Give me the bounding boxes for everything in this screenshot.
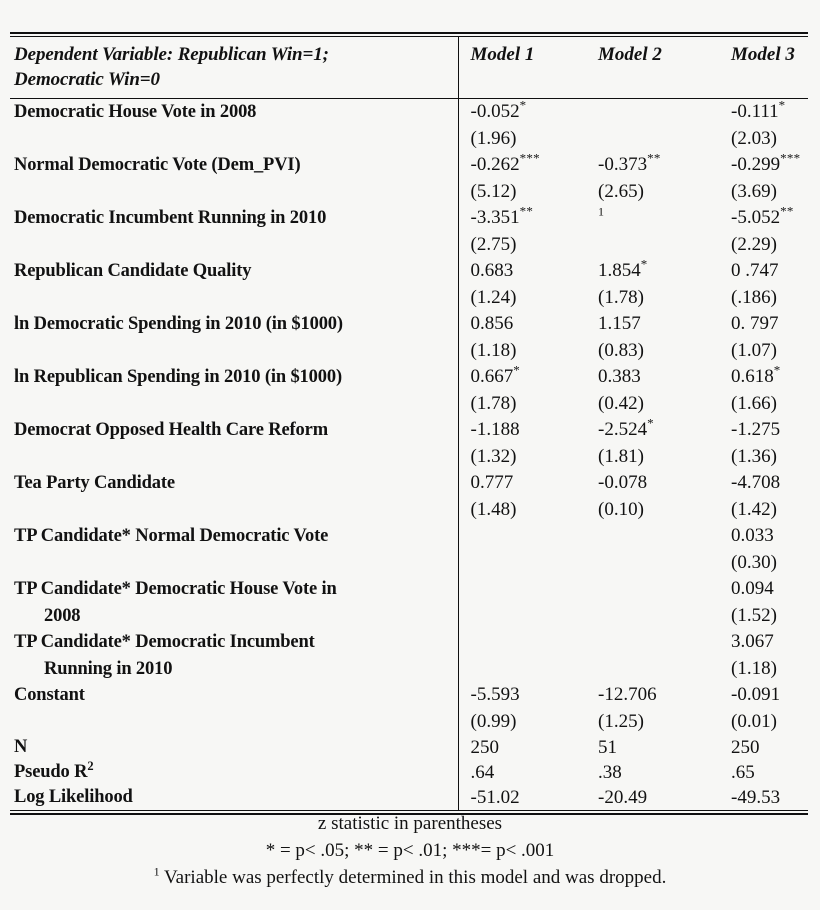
stat-cell-model-2: -20.49	[598, 787, 648, 808]
cell-model-2	[586, 629, 719, 682]
cell-model-3	[719, 523, 808, 576]
standard-error-value: (3.69)	[731, 180, 777, 202]
cell-model-1	[458, 417, 586, 470]
variable-label-line1: Republican Candidate Quality	[14, 261, 252, 281]
cell-model-2	[586, 99, 719, 152]
stat-label: Log Likelihood	[14, 787, 133, 807]
cell-model-3	[719, 99, 808, 152]
standard-error-value: (1.24)	[470, 286, 517, 308]
standard-error-value	[598, 523, 719, 550]
table-row	[10, 470, 808, 523]
cell-model-2	[586, 205, 719, 258]
coefficient-value: 0.683	[470, 260, 514, 281]
table-row	[10, 682, 808, 735]
standard-error-value: (2.65)	[598, 180, 644, 202]
standard-error-value: (1.96)	[470, 127, 517, 149]
significance-stars: *	[647, 415, 654, 431]
column-header-model-2: Model 2	[598, 44, 662, 65]
coefficient-value: -0.078	[598, 472, 648, 493]
column-header-model-1: Model 1	[458, 37, 586, 98]
coefficient-value: -0.299	[731, 154, 781, 175]
stat-label: N	[14, 737, 28, 757]
cell-model-3	[719, 364, 808, 417]
table-body	[10, 99, 809, 810]
standard-error-value: (1.78)	[598, 286, 644, 308]
regression-table	[10, 32, 808, 815]
stat-label: Pseudo $R^2$	[14, 758, 94, 782]
significance-stars: *	[778, 97, 786, 113]
cell-model-2	[586, 364, 719, 417]
variable-label-line1: ln Democratic Spending in 2010 (in $1000)	[14, 314, 343, 334]
standard-error-value: (1.52)	[731, 604, 777, 626]
standard-error-value	[471, 629, 587, 656]
column-header-model-3: Model 3	[731, 44, 795, 65]
coefficient-value: 0.033	[731, 525, 774, 546]
footnote-reference: 1	[598, 204, 604, 219]
coefficient-value: -12.706	[598, 684, 657, 705]
standard-error-value: (.186)	[731, 286, 777, 308]
significance-stars: **	[519, 203, 534, 219]
standard-error-value: (2.29)	[731, 233, 777, 255]
variable-label	[10, 470, 458, 523]
significance-stars: ***	[780, 150, 801, 166]
table-row	[10, 629, 808, 682]
cell-model-3	[719, 152, 808, 205]
coefficient-value: 0.618	[731, 366, 774, 387]
standard-error-value: (1.25)	[598, 710, 644, 732]
table-header-section	[10, 37, 808, 98]
standard-error-value: (1.42)	[731, 498, 777, 520]
note-footnote-1	[0, 864, 820, 891]
variable-label	[10, 629, 458, 682]
standard-error-value: (1.18)	[470, 339, 517, 361]
significance-stars: ***	[519, 150, 540, 166]
standard-error-value: (0.99)	[470, 710, 517, 732]
table-row	[10, 205, 808, 258]
stat-label-superscript: 2	[87, 758, 94, 773]
coefficient-value: 0 .747	[731, 260, 779, 281]
cell-model-1	[458, 99, 586, 152]
standard-error-value	[471, 576, 587, 603]
cell-model-2	[586, 682, 719, 735]
dependent-variable-line2: Democratic Win=0	[14, 69, 160, 90]
table-row	[10, 152, 808, 205]
cell-model-1	[458, 364, 586, 417]
stat-cell-model-1: -51.02	[458, 785, 586, 810]
variable-label	[10, 417, 458, 470]
standard-error-value	[598, 576, 719, 603]
table-row	[10, 523, 808, 576]
stat-cell-model-2: .38	[598, 762, 622, 783]
coefficient-value: 0.667	[470, 366, 514, 387]
significance-stars: **	[780, 203, 794, 219]
table-notes	[0, 810, 820, 891]
cell-model-3	[719, 311, 808, 364]
note-significance-levels: * = p< .05; ** = p< .01; ***= p< .001	[265, 840, 555, 861]
stat-cell-model-3: .65	[731, 762, 755, 783]
stat-cell-model-3: -49.53	[731, 787, 781, 808]
coefficient-value: -1.275	[731, 419, 781, 440]
dependent-variable-header	[10, 37, 458, 98]
stat-cell-model-3: 250	[731, 737, 760, 758]
variable-label	[10, 364, 458, 417]
note-z-statistic: z statistic in parentheses	[317, 813, 503, 834]
table-stat-row	[10, 785, 808, 810]
standard-error-value: (0.01)	[731, 710, 777, 732]
variable-label-line1: TP Candidate* Democratic House Vote in	[14, 579, 337, 599]
coefficient-value: -0.111	[731, 101, 779, 122]
variable-label-line1: TP Candidate* Normal Democratic Vote	[14, 526, 329, 546]
standard-error-value: (0.30)	[731, 551, 777, 573]
table-row	[10, 576, 808, 629]
cell-model-2	[586, 470, 719, 523]
cell-model-3	[719, 205, 808, 258]
coefficient-value: 0. 797	[731, 313, 779, 334]
standard-error-value	[471, 523, 587, 550]
cell-model-1	[458, 258, 586, 311]
significance-stars: *	[519, 97, 527, 113]
coefficient-value: -0.091	[731, 684, 781, 705]
variable-label	[10, 311, 458, 364]
variable-label-line1: Democrat Opposed Health Care Reform	[14, 420, 328, 440]
coefficient-value: 0.777	[470, 472, 514, 493]
cell-model-1	[458, 470, 586, 523]
cell-model-2	[586, 576, 719, 629]
coefficient-value: -0.262	[470, 154, 520, 175]
standard-error-value: (1.36)	[731, 445, 777, 467]
cell-model-2	[586, 523, 719, 576]
standard-error-value: (1.32)	[470, 445, 517, 467]
cell-model-2	[586, 311, 719, 364]
variable-label-line1: Democratic House Vote in 2008	[14, 102, 257, 122]
coefficient-value: -0.373	[598, 154, 648, 175]
cell-model-2	[586, 258, 719, 311]
significance-stars: *	[513, 362, 521, 378]
stat-cell-model-1: .64	[458, 760, 586, 785]
variable-label	[10, 152, 458, 205]
cell-model-1	[458, 629, 586, 682]
cell-model-1	[458, 576, 586, 629]
standard-error-value: (2.75)	[470, 233, 517, 255]
cell-model-3	[719, 258, 808, 311]
standard-error-value: (0.10)	[598, 498, 644, 520]
standard-error-value	[598, 629, 719, 656]
variable-label-line1: Tea Party Candidate	[14, 473, 175, 493]
variable-label	[10, 523, 458, 576]
coefficient-value: -5.052	[731, 207, 781, 228]
cell-model-1	[458, 523, 586, 576]
coefficient-value: 1.854	[598, 260, 641, 281]
coefficient-value: -5.593	[470, 684, 520, 705]
table-row	[10, 311, 808, 364]
cell-model-1	[458, 205, 586, 258]
cell-model-3	[719, 470, 808, 523]
variable-label-line1: Normal Democratic Vote (Dem_PVI)	[14, 155, 301, 175]
cell-model-3	[719, 682, 808, 735]
standard-error-value: (1.66)	[731, 392, 777, 414]
cell-model-3	[719, 576, 808, 629]
cell-model-1	[458, 152, 586, 205]
table-row	[10, 258, 808, 311]
significance-stars: **	[647, 150, 661, 166]
coefficient-value: -3.351	[470, 207, 520, 228]
standard-error-value: (1.07)	[731, 339, 777, 361]
cell-model-2	[586, 152, 719, 205]
standard-error-value	[598, 99, 719, 126]
variable-label	[10, 576, 458, 629]
coefficient-value: -4.708	[731, 472, 781, 493]
standard-error-value: (2.03)	[731, 127, 777, 149]
table-stat-row	[10, 735, 808, 760]
variable-label-line1: TP Candidate* Democratic Incumbent	[14, 632, 315, 652]
variable-label-line1: Democratic Incumbent Running in 2010	[14, 208, 327, 228]
footnote-marker: 1	[153, 864, 160, 879]
significance-stars: *	[773, 362, 781, 378]
variable-label-line1: ln Republican Spending in 2010 (in $1000)	[14, 367, 342, 387]
table-row	[10, 99, 808, 152]
table-stat-row	[10, 760, 808, 785]
table-row	[10, 364, 808, 417]
standard-error-value: (1.18)	[731, 657, 777, 679]
dependent-variable-line1: Dependent Variable: Republican Win=1;	[14, 44, 329, 65]
table-header-row	[10, 37, 808, 98]
standard-error-value: (1.48)	[470, 498, 517, 520]
coefficient-value: 3.067	[731, 631, 774, 652]
variable-label-line1: Constant	[14, 685, 85, 705]
standard-error-value: (1.78)	[470, 392, 517, 414]
cell-model-1	[458, 682, 586, 735]
standard-error-value: (1.81)	[598, 445, 644, 467]
cell-model-1	[458, 311, 586, 364]
variable-label-line2: 2008	[44, 605, 81, 626]
variable-label-line2: Running in 2010	[44, 658, 173, 679]
coefficient-value: 0.383	[598, 366, 641, 387]
coefficient-value: 0.856	[470, 313, 514, 334]
coefficient-value: -2.524	[598, 419, 648, 440]
significance-stars: *	[640, 256, 648, 272]
variable-label	[10, 258, 458, 311]
standard-error-value: (0.83)	[598, 339, 644, 361]
stat-cell-model-1: 250	[458, 735, 586, 760]
table-row	[10, 417, 808, 470]
variable-label	[10, 682, 458, 735]
coefficient-value: -0.052	[470, 101, 520, 122]
coefficient-value: 0.094	[731, 578, 774, 599]
standard-error-value: (5.12)	[470, 180, 517, 202]
cell-model-3	[719, 629, 808, 682]
footnote-text: Variable was perfectly determined in this model and was dropped.	[159, 867, 667, 888]
standard-error-value	[598, 232, 719, 259]
coefficient-value: -1.188	[470, 419, 520, 440]
cell-model-2	[586, 417, 719, 470]
cell-model-3	[719, 417, 808, 470]
coefficient-value: 1.157	[598, 313, 641, 334]
stat-cell-model-2: 51	[598, 737, 617, 758]
variable-label	[10, 99, 458, 152]
standard-error-value: (0.42)	[598, 392, 644, 414]
variable-label	[10, 205, 458, 258]
